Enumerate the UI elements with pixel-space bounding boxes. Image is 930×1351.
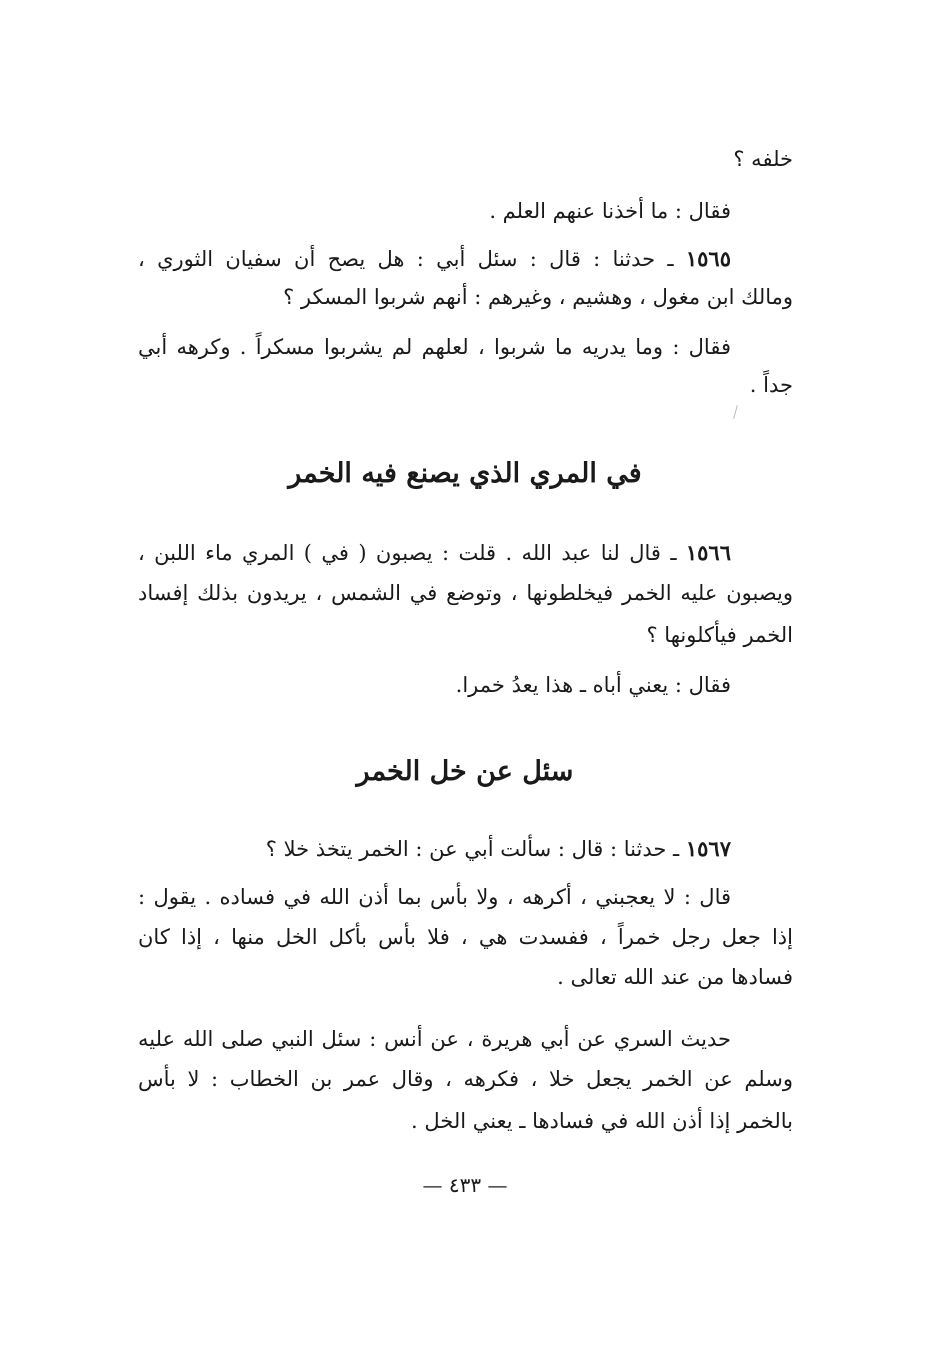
text-line: ومالك ابن مغول ، وهشيم ، وغيرهم : أنهم شربوا المسكر ؟ — [283, 285, 793, 309]
hadith-1566-line: ١٥٦٦ ـ قال لنا عبد الله . قلت : يصبون ( في ) المري ماء اللبن ، — [138, 540, 731, 565]
text-line: فقال : وما يدريه ما شربوا ، لعلهم لم يشربوا مسكراً . وكرهه أبي — [138, 335, 731, 359]
text-line: إذا جعل رجل خمراً ، ففسدت هي ، فلا بأس بأكل الخل منها ، إذا كان — [138, 925, 793, 949]
text-line: بالخمر إذا أذن الله في فسادها ـ يعني الخل . — [411, 1109, 793, 1133]
stray-mark — [733, 405, 738, 419]
text-line: جداً . — [749, 373, 793, 397]
hadith-1567-line: ١٥٦٧ ـ حدثنا : قال : سألت أبي عن : الخمر يتخذ خلا ؟ — [265, 836, 731, 861]
hadith-1565-line: ١٥٦٥ ـ حدثنا : قال : سئل أبي : هل يصح أن سفيان الثوري ، — [138, 246, 731, 271]
text-line: فقال : يعني أباه ـ هذا يعدُ خمرا. — [455, 673, 731, 697]
text-line: فسادها من عند الله تعالى . — [557, 965, 793, 989]
hadith-number: ١٥٦٧ — [685, 836, 731, 861]
text-line: حديث السري عن أبي هريرة ، عن أنس : سئل النبي صلى الله عليه — [138, 1027, 731, 1051]
text-line: فقال : ما أخذنا عنهم العلم . — [489, 199, 731, 223]
section-heading: سئل عن خل الخمر — [356, 756, 574, 787]
text-line: وسلم عن الخمر يجعل خلا ، فكرهه ، وقال عمر بن الخطاب : لا بأس — [138, 1067, 793, 1091]
section-heading: في المري الذي يصنع فيه الخمر — [288, 458, 642, 489]
text-line: الخمر فيأكلونها ؟ — [646, 623, 793, 647]
text-line: خلفه ؟ — [733, 147, 793, 171]
hadith-number: ١٥٦٥ — [685, 246, 731, 271]
text-line: قال : لا يعجبني ، أكرهه ، ولا بأس بما أذن الله في فساده . يقول : — [138, 885, 731, 909]
text-line: ويصبون عليه الخمر فيخلطونها ، وتوضع في الشمس ، يريدون بذلك إفساد — [138, 581, 793, 605]
page-number: — ٤٣٣ — — [422, 1173, 508, 1197]
hadith-number: ١٥٦٦ — [685, 540, 731, 565]
